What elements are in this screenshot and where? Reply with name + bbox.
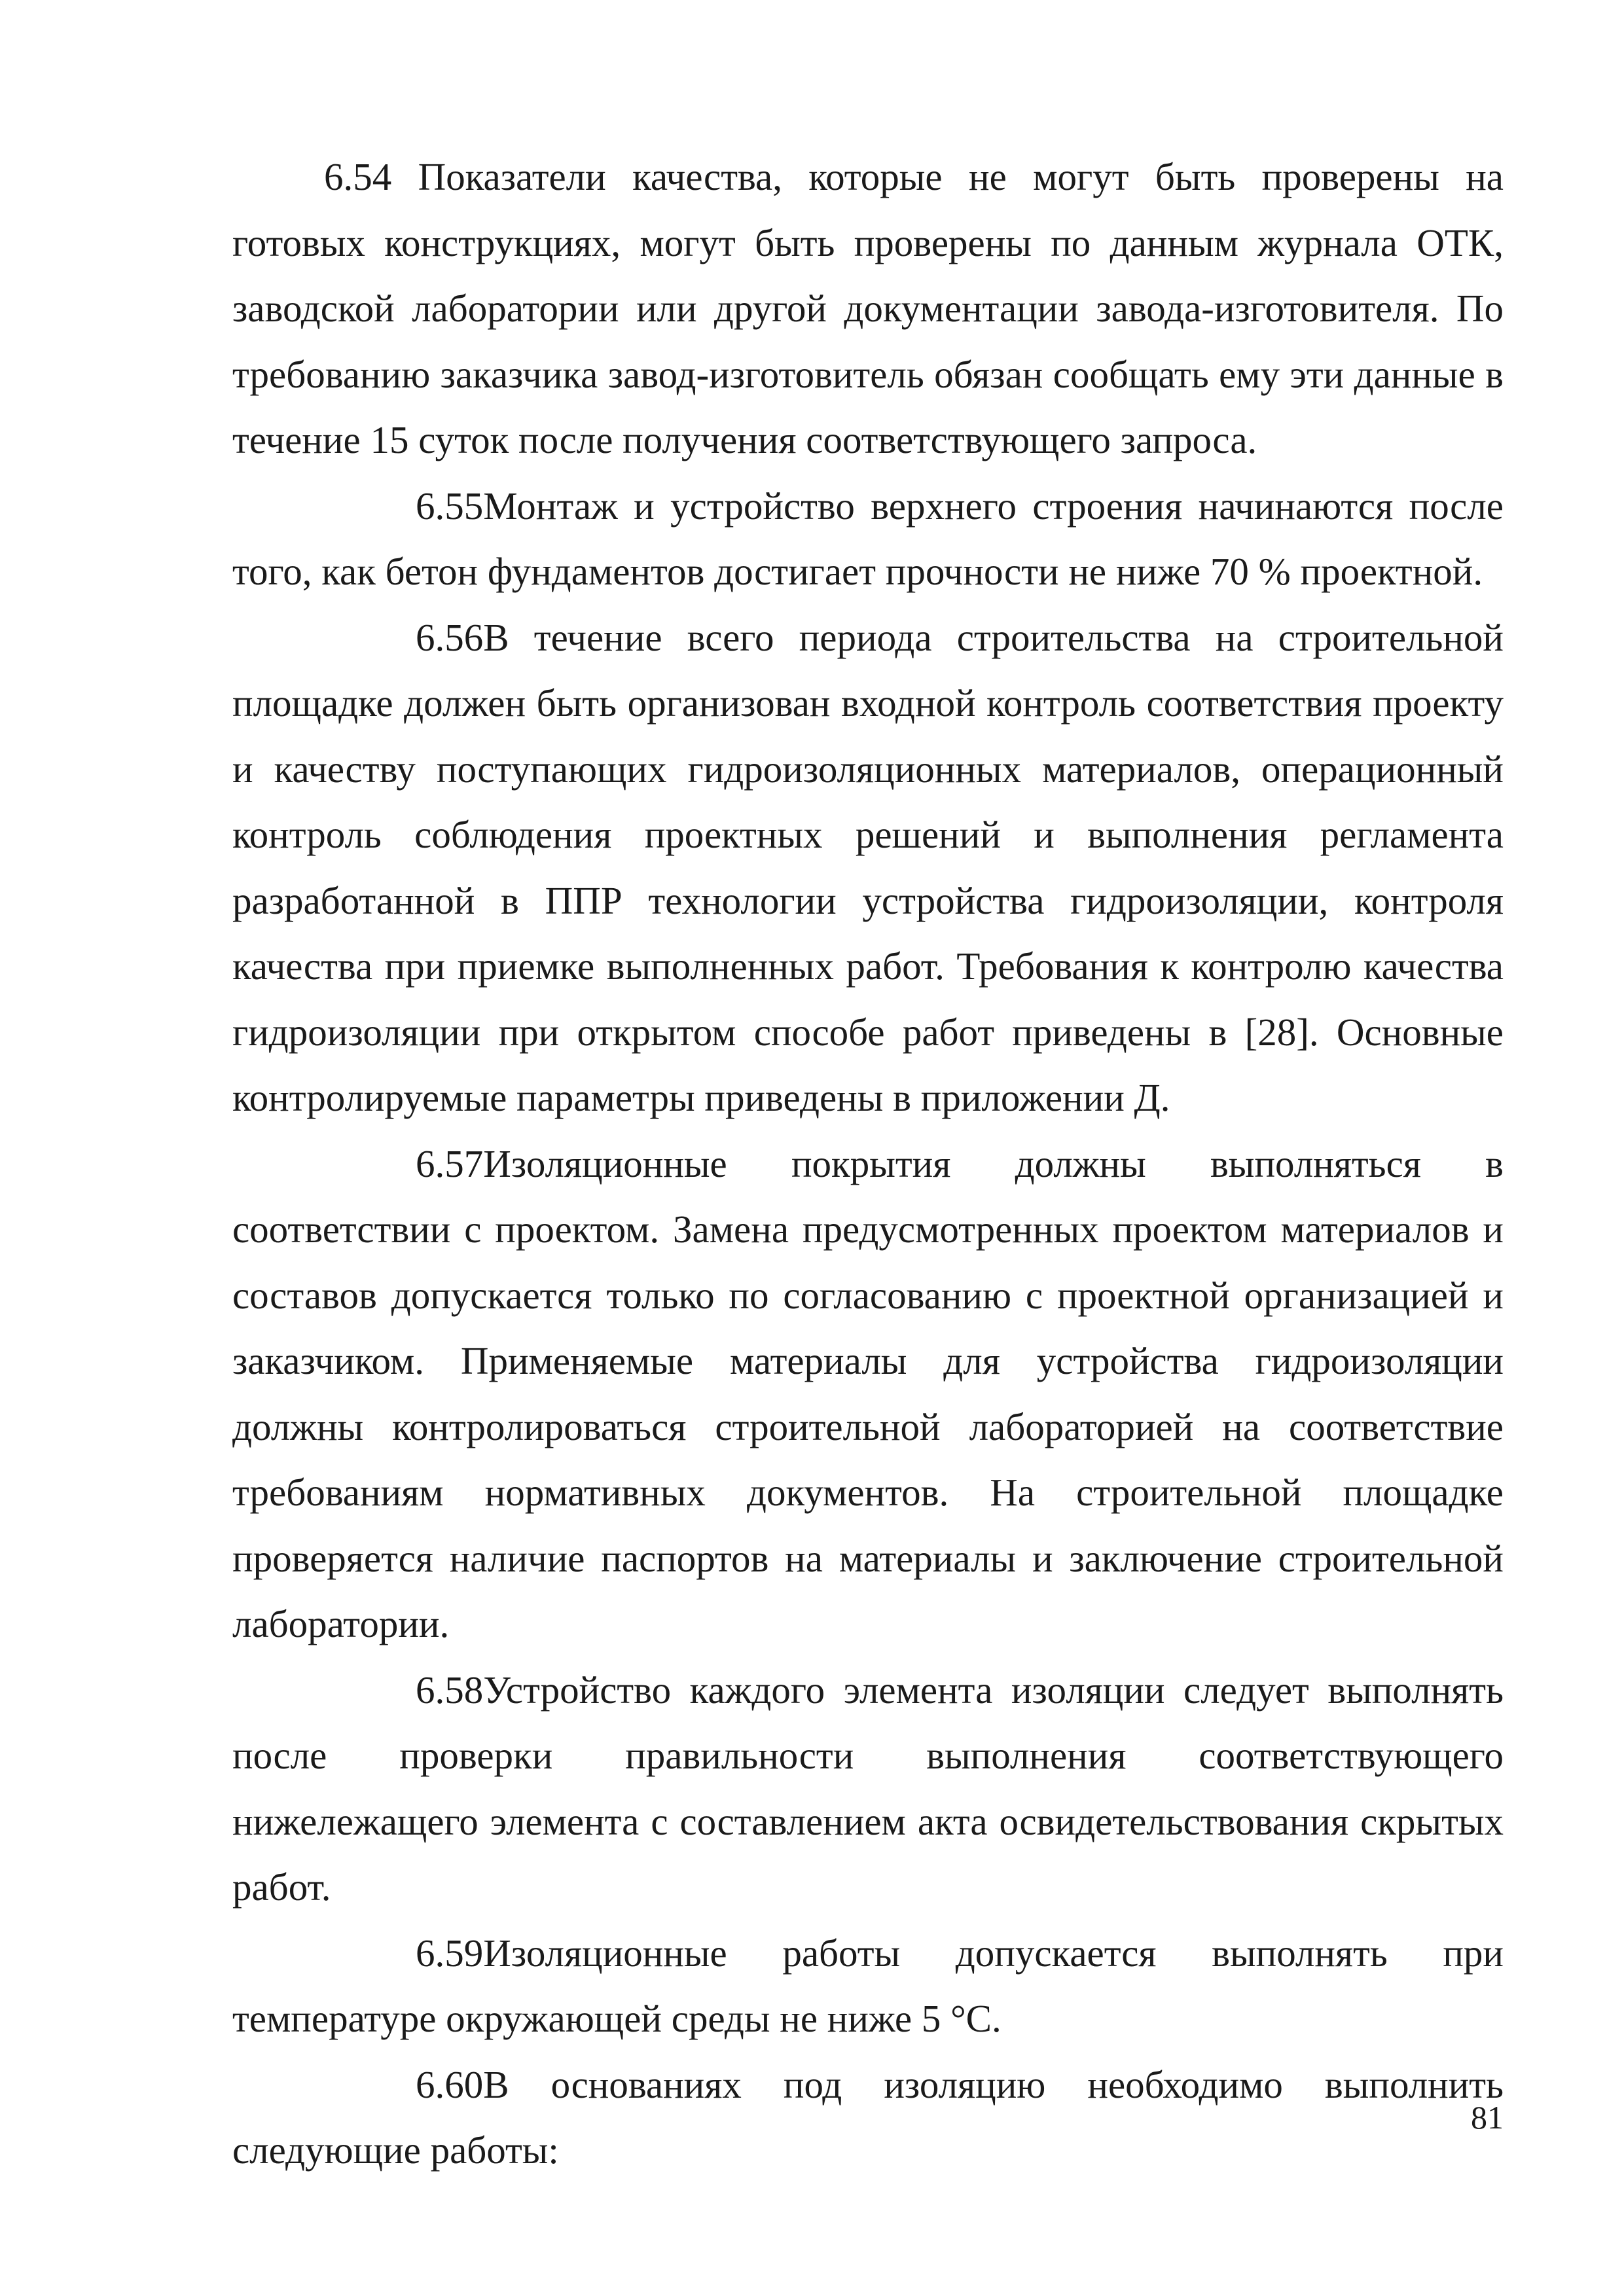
paragraph-6-59 — [232, 1920, 1504, 2052]
paragraph-6-57 — [232, 1131, 1504, 1657]
paragraph-text: В основаниях под изоляцию необходимо выполнить следующие работы: — [232, 2062, 1504, 2172]
paragraph-text: Изоляционные покрытия должны выполняться в соответствии с проектом. Замена предусмотренных проектом материалов и составов допускается только по согласованию с проектной организацией и заказчиком. Применяемые материалы для устройства гидроизоляции должны контролироваться строительной лабораторией на соответствие требованиям нормативных документов. На строительной площадке проверяется наличие паспортов на материалы и заключение строительной лаборатории. — [232, 1141, 1504, 1645]
paragraph-6-55 — [232, 473, 1504, 605]
paragraph-text: В течение всего периода строительства на строительной площадке должен быть организован входной контроль соответствия проекту и качеству поступающих гидроизоляционных материалов, операционный контроль соблюдения проектных решений и выполнения регламента разработанной в ППР технологии устройства гидроизоляции, контроля качества при приемке выполненных работ. Требования к контролю качества гидроизоляции при открытом способе работ приведены в [28]. Основные контролируемые параметры приведены в приложении Д. — [232, 615, 1504, 1119]
paragraph-number: 6.59 — [416, 1931, 484, 1975]
paragraph-6-54 — [232, 144, 1504, 473]
paragraph-number: 6.54 — [324, 155, 392, 198]
paragraph-6-56 — [232, 605, 1504, 1131]
paragraph-number: 6.56 — [416, 615, 484, 659]
paragraph-text: Устройство каждого элемента изоляции следует выполнять после проверки правильности выполнения соответствующего нижележащего элемента с составлением акта освидетельствования скрытых работ. — [232, 1668, 1504, 1909]
page-number: 81 — [1471, 2099, 1504, 2136]
paragraph-number: 6.58 — [416, 1668, 484, 1712]
paragraph-text: Изоляционные работы допускается выполнять при температуре окружающей среды не ниже 5 °С. — [232, 1931, 1504, 2040]
paragraph-number: 6.60 — [416, 2062, 484, 2106]
paragraph-6-60 — [232, 2052, 1504, 2183]
paragraph-text: Монтаж и устройство верхнего строения начинаются после того, как бетон фундаментов достигает прочности не ниже 70 % проектной. — [232, 484, 1504, 593]
paragraph-6-58 — [232, 1657, 1504, 1920]
paragraph-text: Показатели качества, которые не могут быть проверены на готовых конструкциях, могут быть проверены по данным журнала ОТК, заводской лаборатории или другой документации завода-изготовителя. По требованию заказчика завод-изготовитель обязан сообщать ему эти данные в течение 15 суток после получения соответствующего запроса. — [232, 155, 1504, 461]
paragraph-number: 6.55 — [416, 484, 484, 528]
document-body — [232, 144, 1504, 2183]
paragraph-number: 6.57 — [416, 1141, 484, 1185]
